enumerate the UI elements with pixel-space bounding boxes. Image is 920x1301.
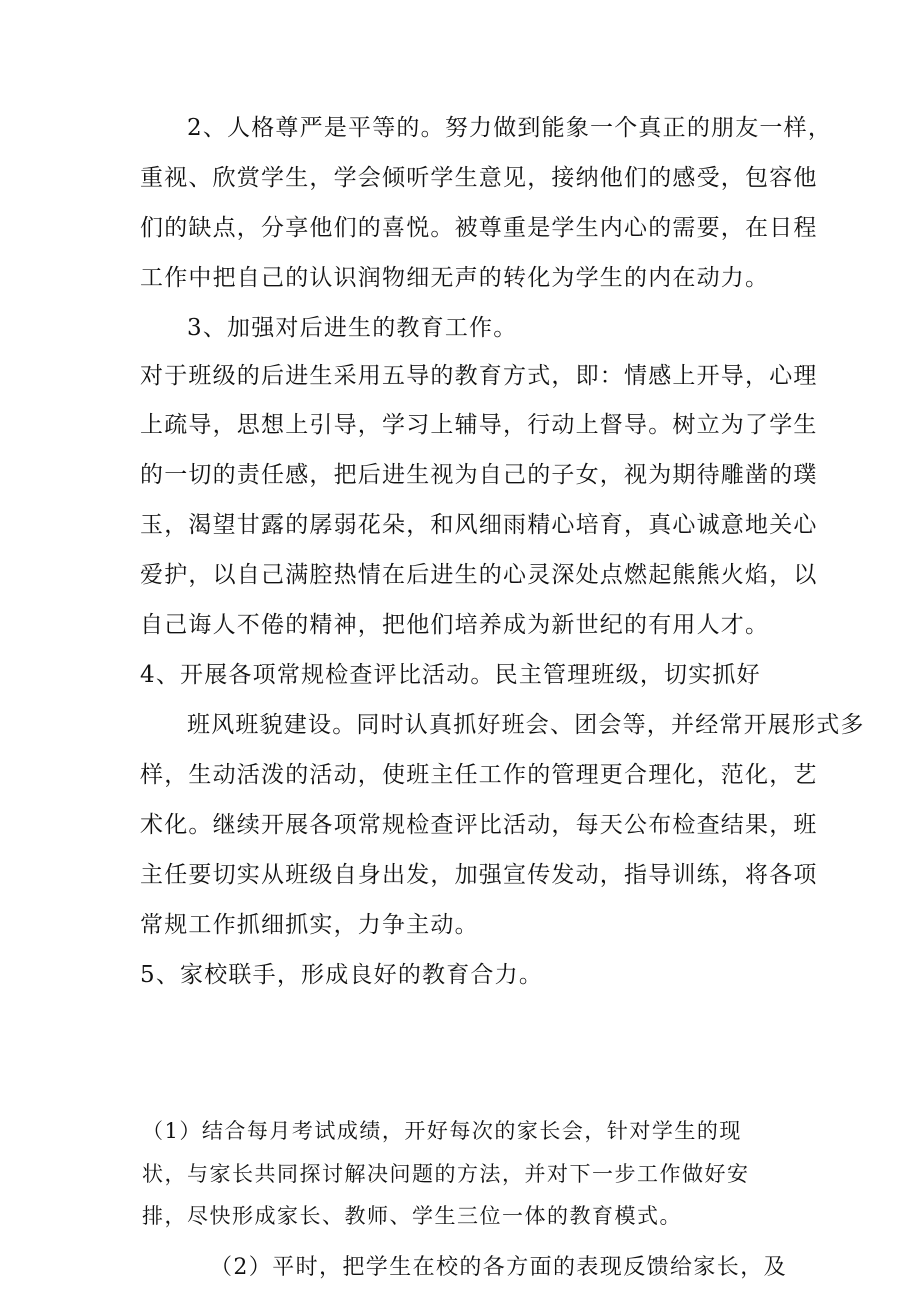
text-line-item4-heading: 4、开展各项常规检查评比活动。民主管理班级，切实抓好 <box>140 662 761 688</box>
text-line: 上疏导，思想上引导，学习上辅导，行动上督导。树立为了学生 <box>140 412 818 438</box>
text-line: 主任要切实从班级自身出发，加强宣传发动，指导训练，将各项 <box>140 862 818 888</box>
text-line-item5-heading: 5、家校联手，形成良好的教育合力。 <box>140 962 544 988</box>
text-line-item3-heading: 3、加强对后进生的教育工作。 <box>187 315 518 341</box>
text-line: 们的缺点，分享他们的喜悦。被尊重是学生内心的需要，在日程 <box>140 215 818 241</box>
text-line: 常规工作抓细抓实，力争主动。 <box>140 912 479 938</box>
text-line-item2-heading: 2、人格尊严是平等的。努力做到能象一个真正的朋友一样， <box>187 115 833 141</box>
text-line: 工作中把自己的认识润物细无声的转化为学生的内在动力。 <box>140 265 770 291</box>
text-line-subitem2: （2）平时，把学生在校的各方面的表现反馈给家长，及 <box>210 1255 787 1280</box>
text-line: 排，尽快形成家长、教师、学生三位一体的教育模式。 <box>142 1204 682 1228</box>
text-line: 的一切的责任感，把后进生视为自己的子女，视为期待雕凿的璞 <box>140 462 818 488</box>
text-line: 玉，渴望甘露的孱弱花朵，和风细雨精心培育，真心诚意地关心 <box>140 512 818 538</box>
text-line: 重视、欣赏学生，学会倾听学生意见，接纳他们的感受，包容他 <box>140 165 818 191</box>
text-line: 爱护，以自己满腔热情在后进生的心灵深处点燃起熊熊火焰，以 <box>140 562 818 588</box>
text-line: 术化。继续开展各项常规检查评比活动，每天公布检查结果，班 <box>140 812 818 838</box>
text-line-subitem1: （1）结合每月考试成绩，开好每次的家长会，针对学生的现 <box>142 1119 742 1143</box>
text-line: 自己诲人不倦的精神，把他们培养成为新世纪的有用人才。 <box>140 612 770 638</box>
text-line: 对于班级的后进生采用五导的教育方式，即：情感上开导，心理 <box>140 363 818 389</box>
text-line: 班风班貌建设。同时认真抓好班会、团会等，并经常开展形式多 <box>187 712 865 738</box>
text-line: 状，与家长共同探讨解决问题的方法，并对下一步工作做好安 <box>142 1162 750 1186</box>
text-line: 样，生动活泼的活动，使班主任工作的管理更合理化，范化，艺 <box>140 762 818 788</box>
